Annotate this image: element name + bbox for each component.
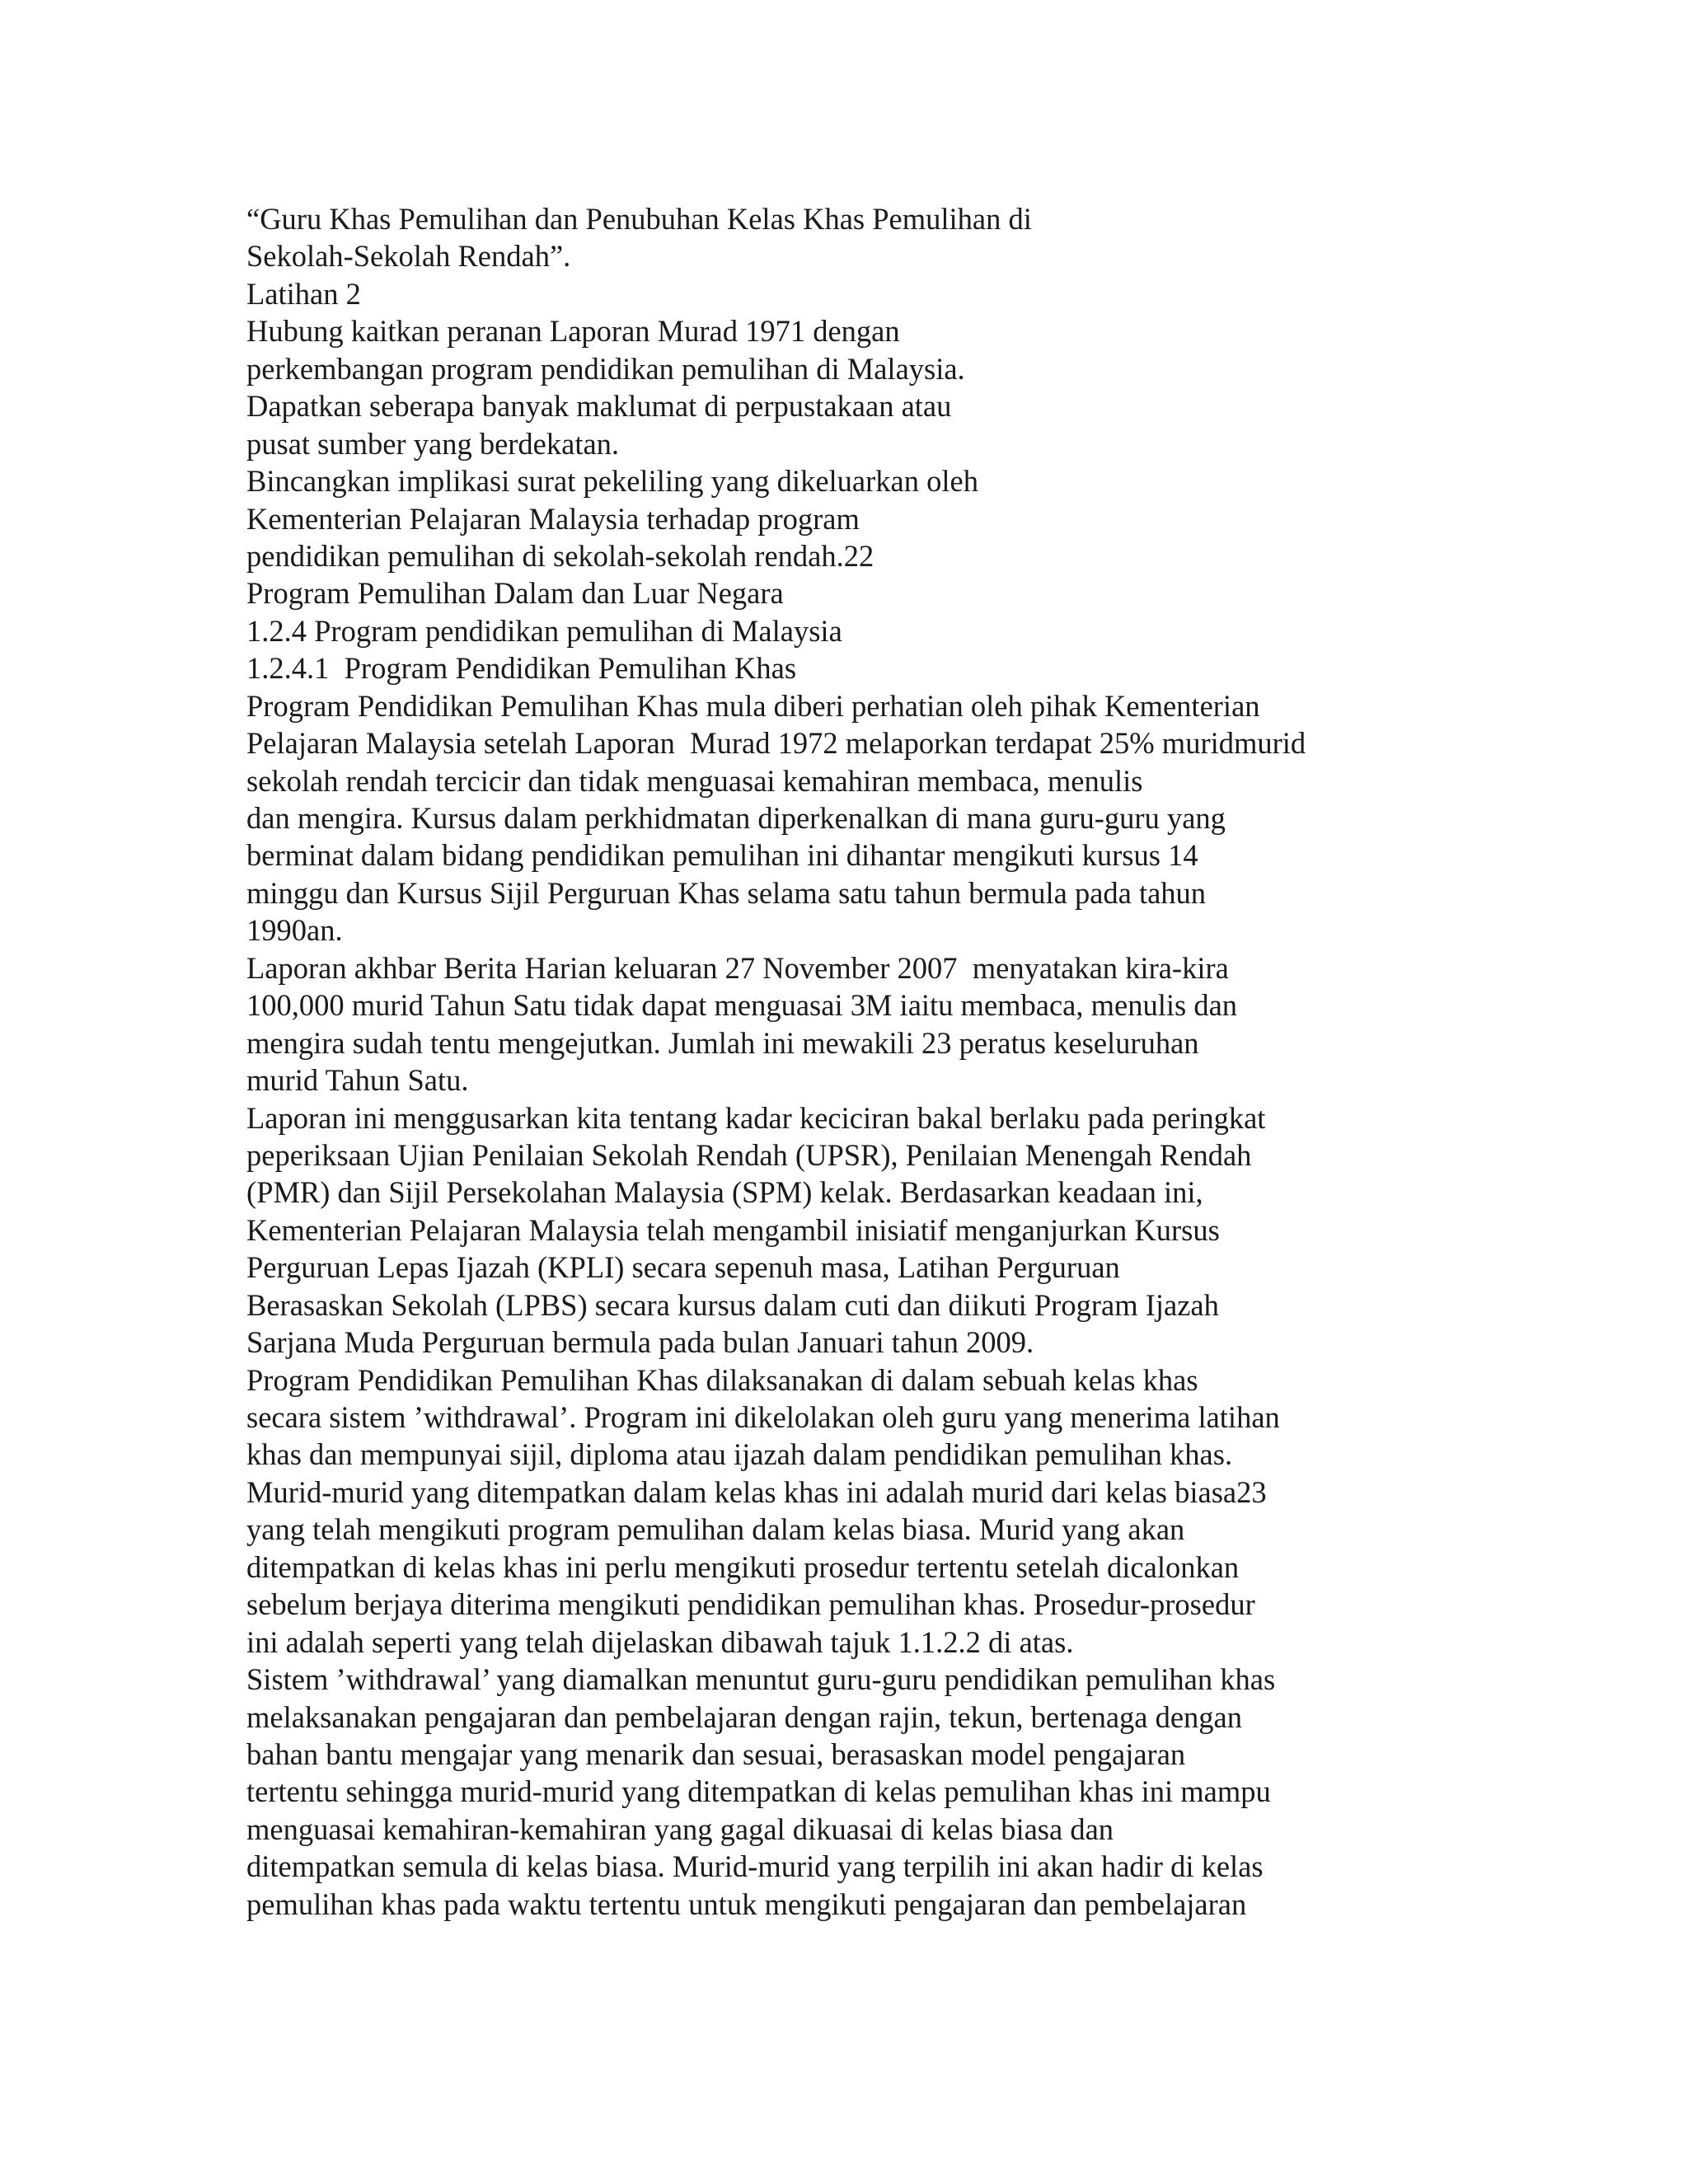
text-line: khas dan mempunyai sijil, diploma atau ijazah dalam pendidikan pemulihan khas. [246,1437,1233,1472]
text-line: ditempatkan di kelas khas ini perlu mengikuti prosedur tertentu setelah dicalonkan [246,1549,1240,1584]
text-line: Hubung kaitkan peranan Laporan Murad 1971 dengan [246,314,900,349]
text-line: Program Pendidikan Pemulihan Khas dilaksanakan di dalam sebuah kelas khas [246,1362,1198,1397]
text-line: Program Pemulihan Dalam dan Luar Negara [246,576,784,611]
text-line: 1.2.4.1 Program Pendidikan Pemulihan Khas [246,651,797,686]
text-line: Perguruan Lepas Ijazah (KPLI) secara sepenuh masa, Latihan Perguruan [246,1250,1120,1285]
text-line: 1990an. [246,913,343,948]
text-line: minggu dan Kursus Sijil Perguruan Khas selama satu tahun bermula pada tahun [246,875,1207,910]
text-line: pemulihan khas pada waktu tertentu untuk mengikuti pengajaran dan pembelajaran [246,1886,1247,1921]
text-line: bahan bantu mengajar yang menarik dan sesuai, berasaskan model pengajaran [246,1736,1186,1771]
text-line: Murid-murid yang ditempatkan dalam kelas khas ini adalah murid dari kelas biasa23 [246,1474,1267,1509]
text-line: Bincangkan implikasi surat pekeliling yang dikeluarkan oleh [246,464,978,499]
text-line: menguasai kemahiran-kemahiran yang gagal dikuasai di kelas biasa dan [246,1811,1114,1846]
text-line: berminat dalam bidang pendidikan pemulihan ini dihantar mengikuti kursus 14 [246,838,1198,873]
text-line: Latihan 2 [246,276,361,311]
text-line: Sistem ’withdrawal’ yang diamalkan menuntut guru-guru pendidikan pemulihan khas [246,1662,1276,1697]
text-line: perkembangan program pendidikan pemulihan di Malaysia. [246,351,965,386]
text-line: pusat sumber yang berdekatan. [246,426,620,461]
text-line: Laporan ini menggusarkan kita tentang kadar keciciran bakal berlaku pada peringkat [246,1100,1266,1135]
text-line: Kementerian Pelajaran Malaysia telah mengambil inisiatif menganjurkan Kursus [246,1212,1220,1247]
text-line: Pelajaran Malaysia setelah Laporan Murad 1972 melaporkan terdapat 25% muridmurid [246,726,1306,761]
text-line: Laporan akhbar Berita Harian keluaran 27 November 2007 menyatakan kira-kira [246,950,1229,985]
text-line: tertentu sehingga murid-murid yang ditempatkan di kelas pemulihan khas ini mampu [246,1774,1271,1809]
document-body [246,200,1532,1923]
text-line: ini adalah seperti yang telah dijelaskan dibawah tajuk 1.1.2.2 di atas. [246,1624,1074,1659]
text-line: sekolah rendah tercicir dan tidak menguasai kemahiran membaca, menulis [246,763,1143,798]
text-line: ditempatkan semula di kelas biasa. Murid-murid yang terpilih ini akan hadir di kelas [246,1849,1264,1884]
text-line: murid Tahun Satu. [246,1063,469,1098]
text-line: Sarjana Muda Perguruan bermula pada bulan Januari tahun 2009. [246,1325,1034,1360]
text-line: dan mengira. Kursus dalam perkhidmatan diperkenalkan di mana guru-guru yang [246,801,1226,835]
text-line: 1.2.4 Program pendidikan pemulihan di Malaysia [246,613,842,648]
text-line: Program Pendidikan Pemulihan Khas mula diberi perhatian oleh pihak Kementerian [246,688,1260,723]
text-line: sebelum berjaya diterima mengikuti pendidikan pemulihan khas. Prosedur-prosedur [246,1587,1255,1622]
text-line: mengira sudah tentu mengejutkan. Jumlah ini mewakili 23 peratus keseluruhan [246,1025,1199,1060]
text-line: melaksanakan pengajaran dan pembelajaran dengan rajin, tekun, bertenaga dengan [246,1699,1242,1734]
text-line: peperiksaan Ujian Penilaian Sekolah Rendah (UPSR), Penilaian Menengah Rendah [246,1137,1252,1172]
text-line: (PMR) dan Sijil Persekolahan Malaysia (SPM) kelak. Berdasarkan keadaan ini, [246,1175,1203,1210]
text-line: “Guru Khas Pemulihan dan Penubuhan Kelas Khas Pemulihan di [246,202,1032,236]
text-line: Kementerian Pelajaran Malaysia terhadap program [246,501,860,536]
text-line: Berasaskan Sekolah (LPBS) secara kursus dalam cuti dan diikuti Program Ijazah [246,1287,1219,1322]
text-line: pendidikan pemulihan di sekolah-sekolah rendah.22 [246,538,874,573]
text-line: Sekolah-Sekolah Rendah”. [246,239,571,274]
text-line: Dapatkan seberapa banyak maklumat di perpustakaan atau [246,389,952,424]
text-line: secara sistem ’withdrawal’. Program ini dikelolakan oleh guru yang menerima latihan [246,1400,1280,1434]
text-line: 100,000 murid Tahun Satu tidak dapat menguasai 3M iaitu membaca, menulis dan [246,988,1238,1023]
text-line: yang telah mengikuti program pemulihan dalam kelas biasa. Murid yang akan [246,1512,1185,1547]
